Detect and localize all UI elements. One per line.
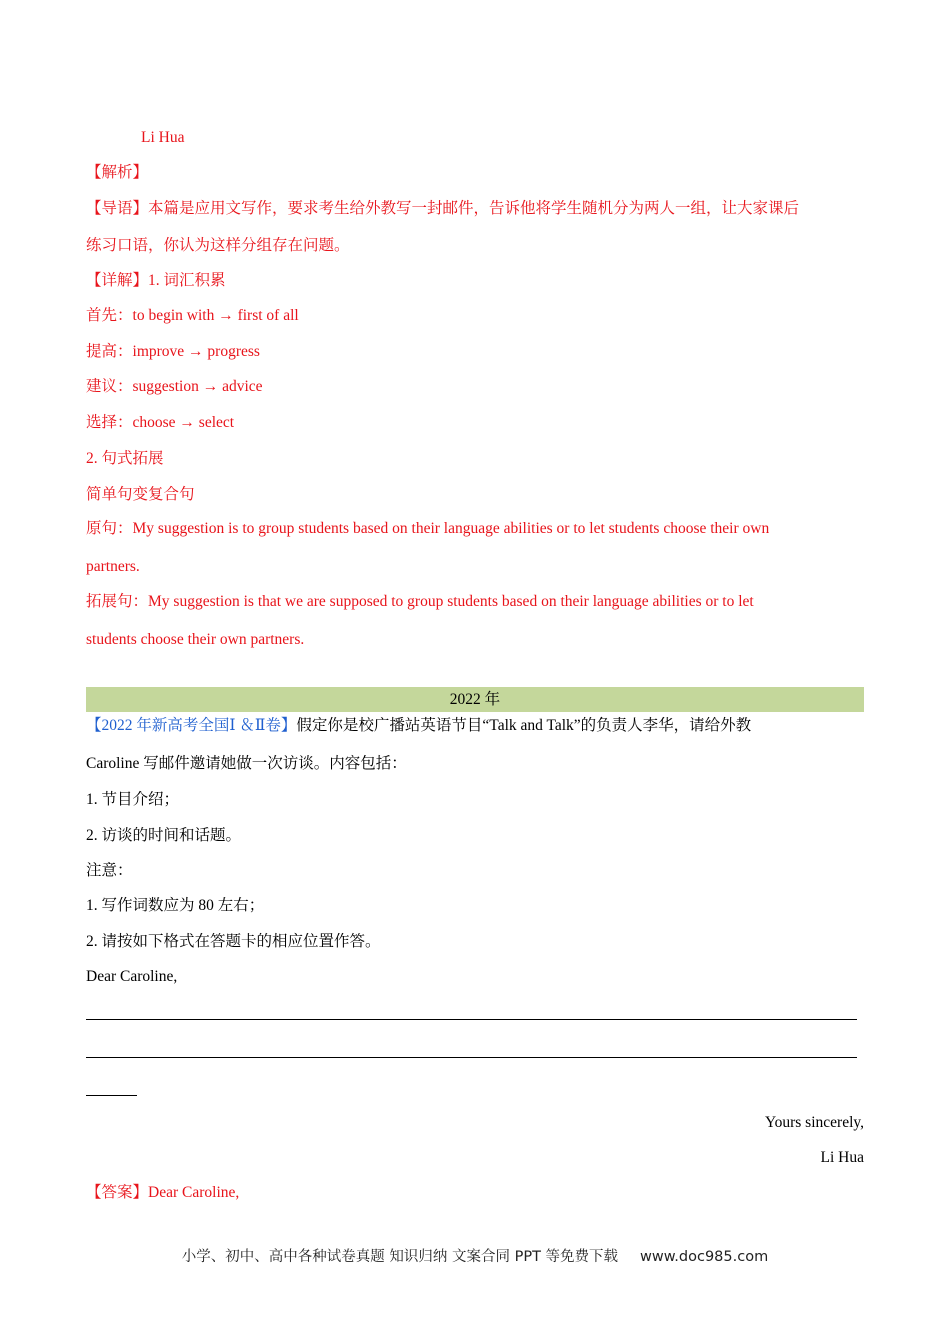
intro-text-1: 本篇是应用文写作，要求考生给外教写一封邮件，告诉他将学生随机分为两人一组，让大家课后: [148, 200, 800, 217]
question-source: 【2022 年新高考全国Ⅰ ＆Ⅱ卷】: [86, 717, 297, 734]
writing-line-short: [86, 1095, 137, 1096]
vocab-text: choose → select: [132, 414, 235, 431]
detail-label: 【详解】: [86, 272, 149, 289]
answer-text: Dear Caroline,: [148, 1184, 240, 1201]
original-label: 原句：: [86, 520, 133, 537]
detail-line: [86, 271, 226, 291]
footer-text: 小学、初中、高中各种试卷真题 知识归纳 文案合同 PPT 等免费下载: [181, 1249, 619, 1265]
question-item-2: 2. 访谈的时间和话题。: [86, 827, 242, 844]
vocab-text: to begin with → first of all: [132, 307, 299, 324]
answer-line: [86, 1183, 239, 1203]
vocab-text: suggestion → advice: [132, 378, 263, 395]
vocab-item: [86, 377, 263, 397]
question-item-1: 1. 节目介绍；: [86, 791, 180, 808]
answer-label: 【答案】: [86, 1184, 149, 1201]
question-line-1: [86, 716, 751, 736]
sentence-subheading: 简单句变复合句: [86, 486, 195, 503]
vocab-term: 选择：: [86, 414, 133, 431]
intro-line-2: 练习口语，你认为这样分组存在问题。: [86, 237, 350, 254]
jiexi-label: 【解析】: [86, 164, 149, 181]
intro-line-1: [86, 199, 799, 219]
expanded-label: 拓展句：: [86, 593, 149, 610]
signature: Li Hua: [820, 1149, 864, 1166]
expanded-text-1: My suggestion is that we are supposed to group students based on their language abilities or to let: [148, 593, 754, 610]
salutation: Dear Caroline,: [86, 968, 178, 985]
original-text-1: My suggestion is to group students based on their language abilities or to let students choose their own: [132, 520, 770, 537]
vocab-term: 建议：: [86, 378, 133, 395]
intro-label: 【导语】: [86, 200, 149, 217]
footer-url[interactable]: www.doc985.com: [640, 1249, 769, 1265]
original-line-2: partners.: [86, 558, 140, 575]
vocab-item: [86, 342, 260, 362]
note-heading: 注意：: [86, 862, 133, 879]
vocab-term: 首先：: [86, 307, 133, 324]
expanded-line-2: students choose their own partners.: [86, 631, 305, 648]
expanded-line-1: [86, 592, 754, 612]
original-line-1: [86, 519, 769, 539]
sentence-heading: 2. 句式拓展: [86, 450, 164, 467]
footer: [0, 1245, 950, 1266]
note-item-2: 2. 请按如下格式在答题卡的相应位置作答。: [86, 933, 381, 950]
vocab-text: improve → progress: [132, 343, 260, 360]
note-item-1: 1. 写作词数应为 80 左右；: [86, 897, 265, 914]
signature-top: Li Hua: [141, 129, 185, 146]
question-line-2: Caroline 写邮件邀请她做一次访谈。内容包括：: [86, 755, 407, 772]
question-text-1: 假定你是校广播站英语节目“Talk and Talk”的负责人李华，请给外教: [296, 717, 752, 734]
writing-line: [86, 1019, 857, 1020]
vocab-item: [86, 306, 299, 326]
writing-line: [86, 1057, 857, 1058]
vocab-heading: 1. 词汇积累: [148, 272, 226, 289]
vocab-item: [86, 413, 234, 433]
closing: Yours sincerely,: [764, 1114, 864, 1131]
year-band: 2022 年: [86, 687, 864, 712]
vocab-term: 提高：: [86, 343, 133, 360]
